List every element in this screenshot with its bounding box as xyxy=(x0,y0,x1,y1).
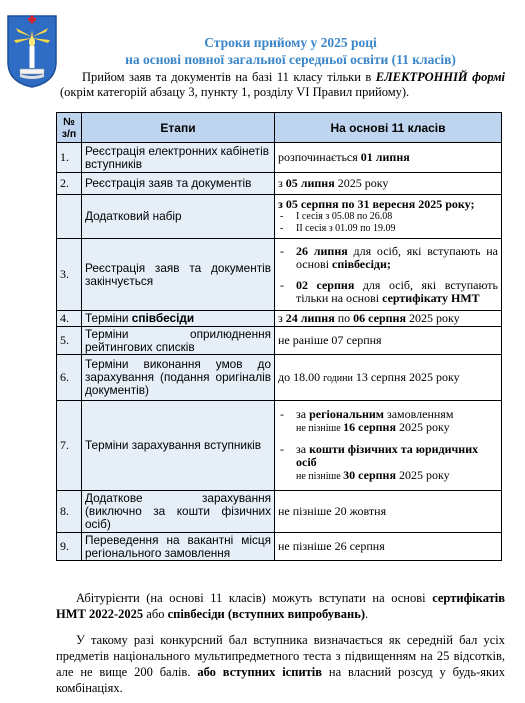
row-value xyxy=(275,401,502,491)
additional-period: з 05 серпня по 31 вересня 2025 року; xyxy=(278,197,475,211)
row-stage: Реєстрація заяв та документів закінчується xyxy=(82,239,275,311)
row-num: 5. xyxy=(57,327,82,355)
row-stage: Терміни співбесіди xyxy=(82,311,275,327)
row-num: 3. xyxy=(57,239,82,311)
row-value: не пізніше 20 жовтня xyxy=(275,491,502,533)
row-num: 8. xyxy=(57,491,82,533)
row-num: 2. xyxy=(57,173,82,195)
table-row xyxy=(57,355,502,401)
page-title xyxy=(60,34,521,68)
enrollment-paid: - за кошти фізичних та юридичних осіб не пізніше 30 серпня 2025 року xyxy=(278,443,498,483)
header-stage: Етапи xyxy=(82,113,275,143)
table-header-row xyxy=(57,113,502,143)
table-row xyxy=(57,173,502,195)
table-row xyxy=(57,401,502,491)
header-value: На основі 11 класів xyxy=(275,113,502,143)
row-value: не пізніше 26 серпня xyxy=(275,533,502,561)
title-line-1: Строки прийому у 2025 році xyxy=(204,35,377,50)
session-1: - І сесія з 05.08 по 26.08 xyxy=(278,211,498,223)
row-stage: Реєстрація заяв та документів xyxy=(82,173,275,195)
table-row xyxy=(57,327,502,355)
admission-schedule-table xyxy=(56,112,502,561)
row-stage: Переведення на вакантні місця регіонального замовлення xyxy=(82,533,275,561)
table-row xyxy=(57,533,502,561)
row-value: з 05 липня 2025 року xyxy=(275,173,502,195)
note-paragraph-1: Абітурієнти (на основі 11 класів) можуть вступати на основі сертифікатів НМТ 2022-2025 або співбесіди (вступних випробувань). xyxy=(56,591,505,621)
intro-emphasis: ЕЛЕКТРОННІЙ формі xyxy=(375,70,505,84)
row-stage: Терміни зарахування вступників xyxy=(82,401,275,491)
row-stage: Терміни оприлюднення рейтингових списків xyxy=(82,327,275,355)
row-num: 4. xyxy=(57,311,82,327)
table-row xyxy=(57,311,502,327)
row-stage: Терміни виконання умов до зарахування (подання оригіналів документів) xyxy=(82,355,275,401)
row-value: не раніше 07 серпня xyxy=(275,327,502,355)
table-row xyxy=(57,195,502,239)
note-paragraph-2: У такому разі конкурсний бал вступника визначається як середній бал усіх предметів національного мультипредметного теста з підвищенням на 25 відсотків, але не вище 200 балів. або вступних іспитів на власний розсуд у будь-яких комбінаціях. xyxy=(56,633,505,695)
deadline-certificate: - 02 серпня для осіб, які вступають тільки на основі сертифікату НМТ xyxy=(278,279,498,305)
row-value xyxy=(275,195,502,239)
table-row xyxy=(57,239,502,311)
row-value: з 24 липня по 06 серпня 2025 року xyxy=(275,311,502,327)
table-row xyxy=(57,143,502,173)
title-line-2: на основі повної загальної середньої освіти (11 класів) xyxy=(125,52,456,67)
intro-text-end: (окрім категорій абзацу 3, пункту 1, розділу VI Правил прийому). xyxy=(60,85,410,99)
row-stage: Додатковий набір xyxy=(82,195,275,239)
row-num-empty xyxy=(57,195,82,239)
header-num: № з/п xyxy=(57,113,82,143)
table-row xyxy=(57,491,502,533)
intro-text: Прийом заяв та документів на базі 11 класу тільки в xyxy=(82,70,376,84)
row-num: 7. xyxy=(57,401,82,491)
row-num: 9. xyxy=(57,533,82,561)
deadline-interview: - 26 липня для осіб, які вступають на основі співбесіди; xyxy=(278,245,498,271)
row-stage: Реєстрація електронних кабінетів вступників xyxy=(82,143,275,173)
row-value xyxy=(275,239,502,311)
intro-paragraph xyxy=(60,70,505,100)
enrollment-regional: - за регіональним замовленням не пізніше 16 серпня 2025 року xyxy=(278,408,498,435)
row-num: 6. xyxy=(57,355,82,401)
row-value: до 18.00 години 13 серпня 2025 року xyxy=(275,355,502,401)
row-stage: Додаткове зарахування (виключно за кошти фізичних осіб) xyxy=(82,491,275,533)
row-num: 1. xyxy=(57,143,82,173)
institution-logo xyxy=(6,12,58,88)
session-2: - ІІ сесія з 01.09 по 19.09 xyxy=(278,223,498,235)
row-value: розпочинається 01 липня xyxy=(275,143,502,173)
